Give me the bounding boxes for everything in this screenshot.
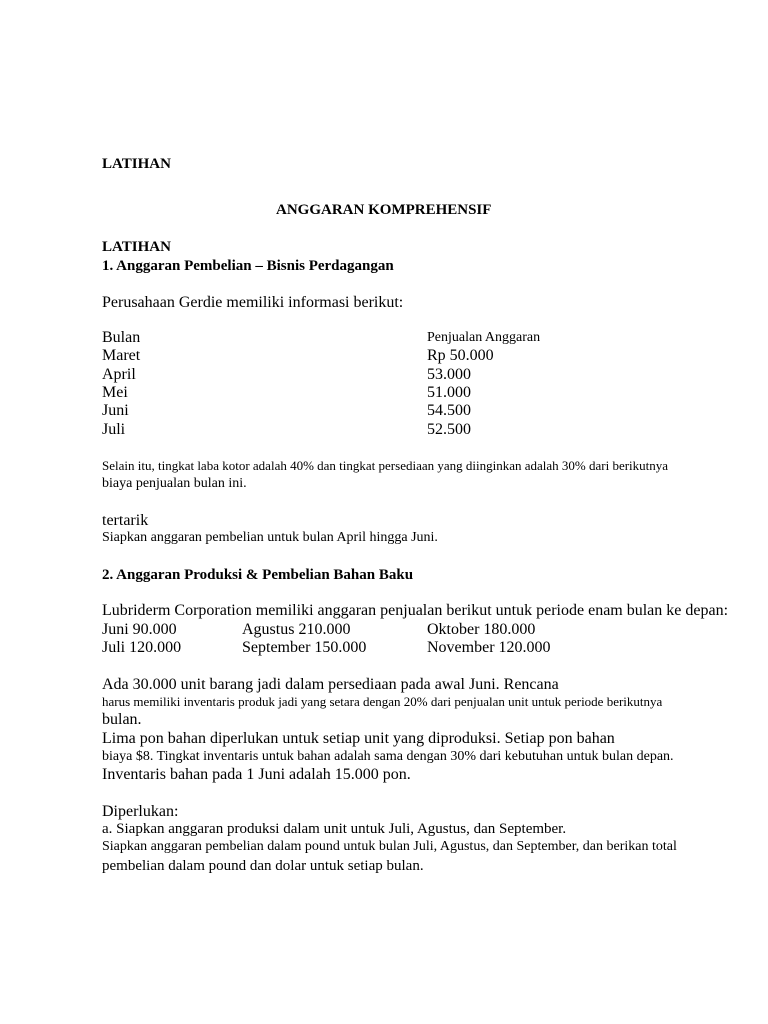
- para1-line1: Ada 30.000 unit barang jadi dalam persediaan pada awal Juni. Rencana: [102, 676, 559, 693]
- table-row-value: 51.000: [427, 384, 471, 401]
- section1-task: Siapkan anggaran pembelian untuk bulan April hingga Juni.: [102, 530, 438, 545]
- para2-line1: Lima pon bahan diperlukan untuk setiap unit yang diproduksi. Setiap pon bahan: [102, 730, 615, 747]
- para1-line2: harus memiliki inventaris produk jadi yang setara dengan 20% dari penjualan unit untuk periode berikutnya: [102, 694, 663, 709]
- table-row-value: 53.000: [427, 366, 471, 383]
- grid-cell: Agustus 210.000: [242, 621, 351, 638]
- section1-note-line2: biaya penjualan bulan ini.: [102, 476, 247, 491]
- section2-intro: Lubriderm Corporation memiliki anggaran penjualan berikut untuk periode enam bulan ke depan:: [102, 602, 729, 619]
- para2-line3: Inventaris bahan pada 1 Juni adalah 15.000 pon.: [102, 766, 411, 783]
- para2-line2: biaya $8. Tingkat inventaris untuk bahan adalah sama dengan 30% dari kebutuhan untuk bulan depan.: [102, 749, 674, 764]
- section-label: LATIHAN: [102, 239, 171, 255]
- table-row-value: 54.500: [427, 402, 471, 419]
- grid-cell: September 150.000: [242, 639, 367, 656]
- section2-title: 2. Anggaran Produksi & Pembelian Bahan Baku: [102, 567, 414, 583]
- section1-title: 1. Anggaran Pembelian – Bisnis Perdagangan: [102, 258, 394, 274]
- requirement-b-line1: Siapkan anggaran pembelian dalam pound untuk bulan Juli, Agustus, dan September, dan berikan total: [102, 839, 677, 854]
- grid-cell: November 120.000: [427, 639, 551, 656]
- table-row-month: Mei: [102, 384, 128, 401]
- table-header-month: Bulan: [102, 329, 141, 346]
- main-title: ANGGARAN KOMPREHENSIF: [276, 202, 492, 218]
- requirement-b-line2: pembelian dalam pound dan dolar untuk setiap bulan.: [102, 858, 424, 874]
- requirement-a: a. Siapkan anggaran produksi dalam unit untuk Juli, Agustus, dan September.: [102, 821, 567, 837]
- table-row-month: Juli: [102, 421, 126, 438]
- table-row-month: April: [102, 366, 136, 383]
- table-row-value: 52.500: [427, 421, 471, 438]
- grid-cell: Oktober 180.000: [427, 621, 536, 638]
- table-row-value: Rp 50.000: [427, 347, 494, 364]
- section1-note-line1: Selain itu, tingkat laba kotor adalah 40% dan tingkat persediaan yang diinginkan adalah 30% dari berikutnya: [102, 458, 669, 473]
- grid-cell: Juli 120.000: [102, 639, 182, 656]
- table-row-month: Juni: [102, 402, 129, 419]
- top-heading: LATIHAN: [102, 156, 171, 172]
- required-label: Diperlukan:: [102, 803, 179, 820]
- section1-tertarik: tertarik: [102, 512, 149, 529]
- para1-line3: bulan.: [102, 711, 142, 728]
- section1-intro: Perusahaan Gerdie memiliki informasi berikut:: [102, 294, 404, 311]
- table-row-month: Maret: [102, 347, 141, 364]
- grid-cell: Juni 90.000: [102, 621, 177, 638]
- table-header-sales: Penjualan Anggaran: [427, 330, 541, 345]
